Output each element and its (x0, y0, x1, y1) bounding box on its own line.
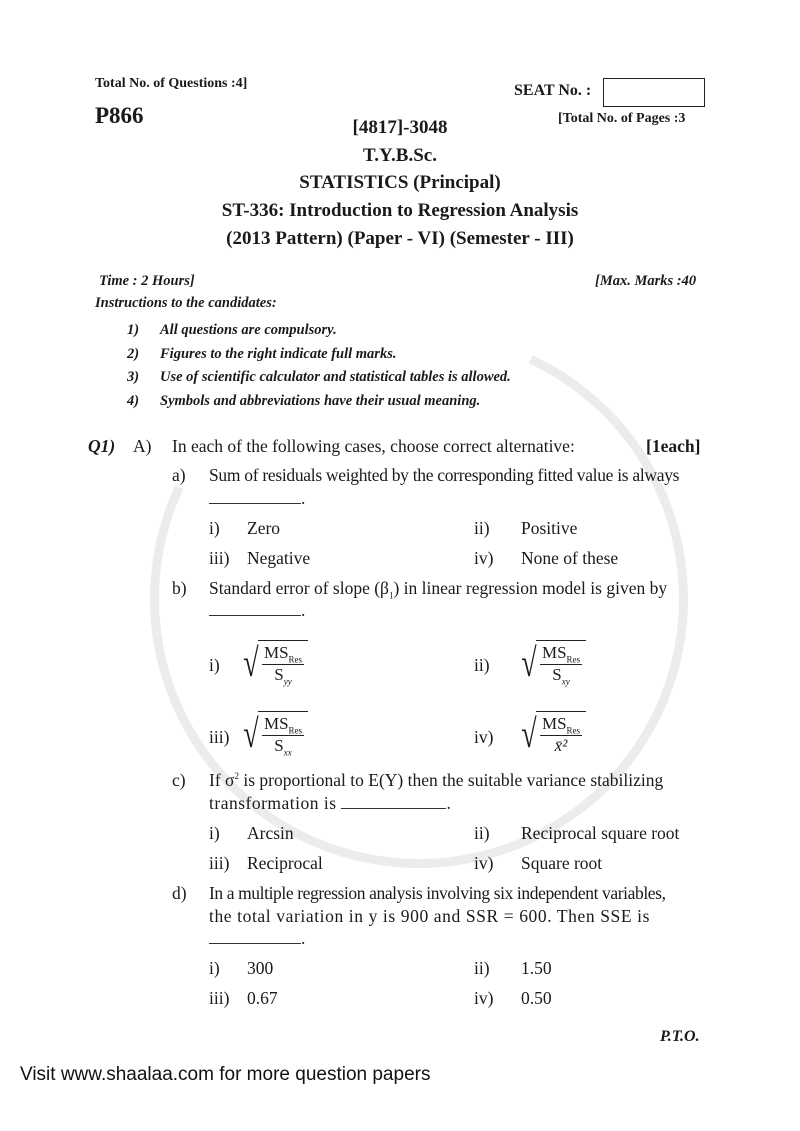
denominator: S (552, 665, 562, 685)
option-num: ii) (474, 518, 490, 538)
exam-code: [4817]-3048 (352, 117, 448, 138)
option-text: Negative (247, 548, 311, 568)
question-text: If σ (209, 770, 235, 790)
sqrt-icon: √ (521, 710, 537, 756)
numerator-sub: Res (288, 654, 303, 665)
question-text: In a multiple regression analysis involving six independent variables, (209, 883, 666, 903)
option-num: ii) (474, 823, 490, 843)
option-num: iii) (209, 548, 230, 568)
numerator: MS (541, 714, 567, 733)
question-text: is proportional to E(Y) then the suitable variance stabilizing (238, 770, 664, 790)
instruction-num: 1) (127, 322, 140, 338)
instruction-num: 4) (127, 392, 140, 409)
option-text: Reciprocal (247, 853, 323, 873)
option-text: Square root (521, 853, 603, 873)
instruction-num: 3) (127, 369, 140, 385)
question-number: b) (172, 578, 187, 598)
question-text: Standard error of slope (β (209, 578, 389, 598)
option-num: i) (209, 823, 220, 843)
denominator-sub: yy (283, 676, 292, 687)
option-num: ii) (474, 958, 490, 978)
formula-option-iv (518, 711, 586, 756)
footer-link[interactable]: Visit www.shaalaa.com for more question papers (20, 1064, 431, 1085)
option-text: 0.67 (247, 988, 278, 1008)
blank-tail: . (301, 600, 306, 620)
q1-marks: [1each] (646, 436, 701, 456)
option-num: i) (209, 655, 220, 675)
instructions-title: Instructions to the candidates: (95, 295, 277, 311)
superscript: 2 (234, 771, 239, 782)
option-text: 0.50 (521, 988, 552, 1008)
option-num: iii) (209, 988, 230, 1008)
formula-option-ii (518, 640, 586, 687)
sqrt-icon: √ (243, 711, 259, 757)
total-questions: Total No. of Questions :4] (95, 76, 248, 91)
denominator: x̄² (554, 736, 568, 756)
course: T.Y.B.Sc. (363, 145, 437, 166)
pto: P.T.O. (660, 1028, 700, 1045)
q1-label: Q1) (88, 436, 116, 456)
numerator-sub: Res (288, 725, 303, 736)
instructions-list (127, 319, 511, 413)
denominator-sub: xx (283, 747, 292, 758)
option-num: ii) (474, 655, 490, 675)
max-marks: [Max. Marks :40 (595, 273, 697, 289)
question-number: d) (172, 883, 187, 903)
denominator-sub: xy (561, 676, 570, 687)
paper-code: P866 (95, 103, 144, 128)
subscript: 1 (388, 590, 394, 601)
q1-text: In each of the following cases, choose correct alternative: (172, 436, 575, 456)
option-num: iv) (474, 548, 494, 568)
question-number: a) (172, 465, 186, 485)
blank-tail: . (301, 488, 306, 508)
denominator: S (274, 736, 284, 756)
instruction: All questions are compulsory. (160, 322, 337, 338)
seat-label: SEAT No. : (514, 82, 592, 99)
option-text: None of these (521, 548, 619, 568)
numerator: MS (541, 643, 567, 662)
denominator: S (274, 665, 284, 685)
numerator-sub: Res (566, 654, 581, 665)
option-num: iii) (209, 727, 230, 747)
sqrt-icon: √ (521, 640, 537, 686)
numerator: MS (263, 714, 289, 733)
option-num: iii) (209, 853, 230, 873)
option-text: 1.50 (521, 958, 552, 978)
time: Time : 2 Hours] (99, 273, 195, 289)
instruction-num: 2) (127, 345, 140, 362)
instruction: Use of scientific calculator and statistical tables is allowed. (160, 369, 511, 385)
question-text: ) in linear regression model is given by (393, 578, 668, 598)
question-text: the total variation in y is 900 and SSR = 600. Then SSE is (209, 906, 651, 926)
option-text: Reciprocal square root (521, 823, 680, 843)
option-text: Arcsin (247, 823, 294, 843)
question-text: transformation is (209, 793, 337, 813)
seat-number-box[interactable] (603, 78, 705, 107)
option-num: iv) (474, 727, 494, 747)
option-num: i) (209, 518, 220, 538)
question-text: Sum of residuals weighted by the corresponding fitted value is always (209, 465, 680, 485)
formula-option-iii (240, 711, 308, 758)
instruction: Figures to the right indicate full marks. (160, 345, 397, 362)
paper-title: ST-336: Introduction to Regression Analysis (221, 200, 579, 221)
numerator: MS (263, 643, 289, 662)
option-num: iv) (474, 853, 494, 873)
q1-part: A) (133, 436, 152, 456)
option-num: iv) (474, 988, 494, 1008)
numerator-sub: Res (566, 725, 581, 736)
total-pages: [Total No. of Pages :3 (558, 111, 686, 126)
question-number: c) (172, 770, 186, 790)
subject: STATISTICS (Principal) (299, 172, 501, 193)
instruction: Symbols and abbreviations have their usual meaning. (160, 392, 481, 409)
option-num: i) (209, 958, 220, 978)
option-text: Positive (521, 518, 578, 538)
option-text: 300 (247, 958, 274, 978)
sqrt-icon: √ (243, 640, 259, 686)
blank-tail: . (301, 928, 306, 948)
option-text: Zero (247, 518, 281, 538)
formula-option-i (240, 640, 308, 687)
blank-tail: . (446, 793, 452, 813)
pattern: (2013 Pattern) (Paper - VI) (Semester - III) (226, 228, 574, 249)
